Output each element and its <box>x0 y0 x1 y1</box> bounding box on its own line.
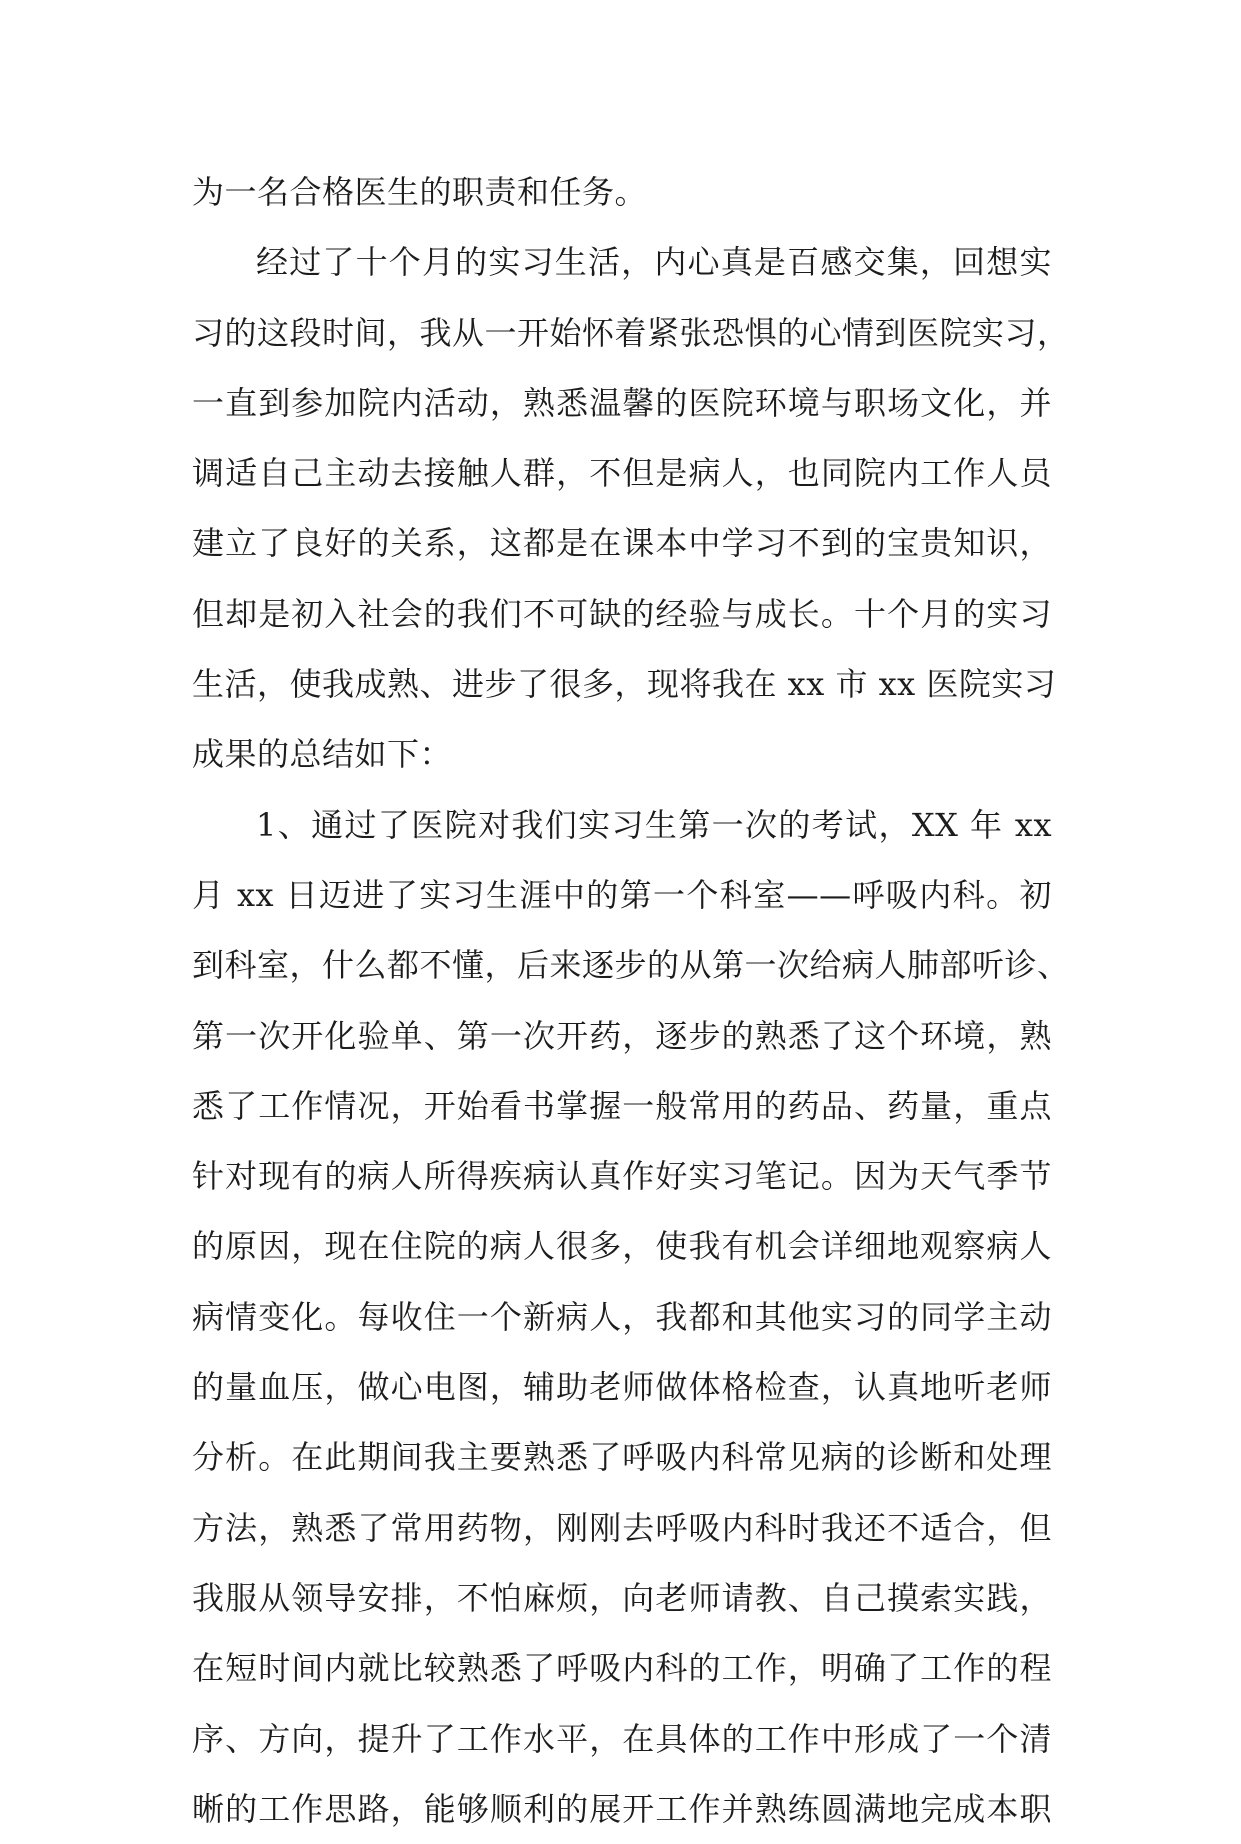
text-line: 悉了工作情况，开始看书掌握一般常用的药品、药量，重点 <box>192 1086 1052 1125</box>
text-line: 习的这段时间，我从一开始怀着紧张恐惧的心情到医院实习， <box>192 313 1070 352</box>
text-line: 病情变化。每收住一个新病人，我都和其他实习的同学主动 <box>192 1297 1052 1336</box>
text-line: 晰的工作思路，能够顺利的展开工作并熟练圆满地完成本职 <box>192 1789 1052 1828</box>
text-line: 调适自己主动去接触人群，不但是病人，也同院内工作人员 <box>192 454 1052 493</box>
text-line: 的原因，现在住院的病人很多，使我有机会详细地观察病人 <box>192 1227 1052 1266</box>
text-line: 第一次开化验单、第一次开药，逐步的熟悉了这个环境，熟 <box>192 1016 1052 1055</box>
text-line: 在短时间内就比较熟悉了呼吸内科的工作，明确了工作的程 <box>192 1649 1052 1688</box>
text-line: 我服从领导安排，不怕麻烦，向老师请教、自己摸索实践， <box>192 1578 1052 1617</box>
text-line: 一直到参加院内活动，熟悉温馨的医院环境与职场文化，并 <box>192 383 1052 422</box>
text-line: 到科室，什么都不懂，后来逐步的从第一次给病人肺部听诊、 <box>192 946 1070 985</box>
text-line: 的量血压，做心电图，辅助老师做体格检查，认真地听老师 <box>192 1368 1052 1407</box>
text-line: 1、通过了医院对我们实习生第一次的考试，XX 年 xx <box>256 805 1052 844</box>
text-line: 经过了十个月的实习生活，内心真是百感交集，回想实 <box>256 243 1052 282</box>
text-line: 但却是初入社会的我们不可缺的经验与成长。十个月的实习 <box>192 594 1052 633</box>
text-line: 建立了良好的关系，这都是在课本中学习不到的宝贵知识， <box>192 524 1052 563</box>
text-line: 月 xx 日迈进了实习生涯中的第一个科室——呼吸内科。初 <box>192 875 1052 914</box>
text-line: 方法，熟悉了常用药物，刚刚去呼吸内科时我还不适合，但 <box>192 1508 1052 1547</box>
text-line: 针对现有的病人所得疾病认真作好实习笔记。因为天气季节 <box>192 1157 1052 1196</box>
text-line: 序、方向，提升了工作水平，在具体的工作中形成了一个清 <box>192 1719 1052 1758</box>
text-line: 为一名合格医生的职责和任务。 <box>192 173 648 211</box>
body-text <box>192 157 1070 1844</box>
text-line: 分析。在此期间我主要熟悉了呼吸内科常见病的诊断和处理 <box>192 1438 1052 1477</box>
text-line: 成果的总结如下： <box>192 735 453 774</box>
text-line: 生活，使我成熟、进步了很多，现将我在 xx 市 xx 医院实习 <box>192 665 1057 704</box>
